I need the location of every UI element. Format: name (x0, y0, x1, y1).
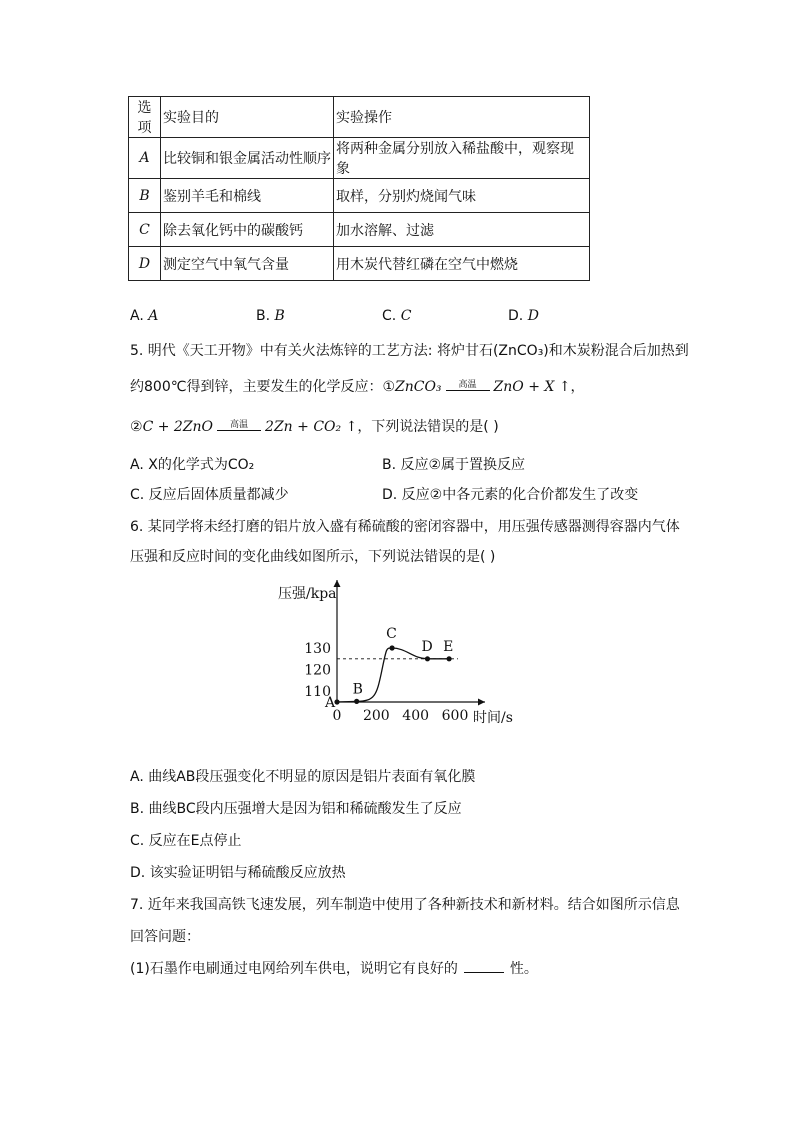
table-header-cell: 选项 (129, 97, 161, 138)
table-header-cell: 实验操作 (334, 97, 590, 138)
x-tick-label: 200 (362, 708, 390, 724)
table-cell: 除去氧化钙中的碳酸钙 (161, 213, 334, 247)
y-axis-label: 压强/kpa (278, 586, 337, 602)
q4-option-b[interactable]: B. B (256, 308, 285, 324)
table-header-cell: 实验目的 (161, 97, 334, 138)
q5-stem-line2: 约800℃得到锌，主要发生的化学反应：①ZnCO₃ 高温 ZnO + X ↑， (130, 379, 585, 395)
y-tick-label: 110 (304, 684, 331, 701)
table-row (129, 247, 590, 281)
equation-1-products: ZnO + X ↑ (493, 379, 571, 395)
q6-stem-line1: 6. 某同学将未经打磨的铝片放入盛有稀硫酸的密闭容器中，用压强传感器测得容器内气体 (130, 519, 680, 535)
point-label-e: E (443, 638, 454, 655)
table-cell: 取样，分别灼烧闻气味 (334, 179, 590, 213)
q7-stem-line1: 7. 近年来我国高铁飞速发展，列车制造中使用了各种新技术和新材料。结合如图所示信息 (130, 897, 680, 913)
table-cell: 比较铜和银金属活动性顺序 (161, 138, 334, 179)
point-label-a: A (325, 695, 336, 711)
table-cell: B (129, 179, 161, 213)
q6-option-b[interactable]: B. 曲线BC段内压强增大是因为铝和稀硫酸发生了反应 (130, 801, 462, 817)
table-cell: A (129, 138, 161, 179)
q5-stem-line1: 5. 明代《天工开物》中有关火法炼锌的工艺方法: 将炉甘石(ZnCO₃)和木炭粉混合后加热到 (130, 343, 689, 359)
point-label-d: D (421, 638, 433, 655)
q5-stem-line3: ②C + 2ZnO 高温 2Zn + CO₂ ↑，下列说法错误的是( ) (130, 419, 499, 435)
y-tick-label: 120 (304, 662, 331, 679)
table-row (129, 213, 590, 247)
x-tick-label: 400 (402, 708, 430, 724)
pressure-time-chart (270, 572, 530, 734)
equation-1-reactant: ZnCO₃ (395, 379, 442, 395)
x-axis-label: 时间/s (473, 710, 513, 726)
equation-2-products: 2Zn + CO₂ ↑ (265, 419, 358, 435)
table-cell: 鉴别羊毛和棉线 (161, 179, 334, 213)
q7-sub-question-1: (1)石墨作电刷通过电网给列车供电，说明它有良好的 性。 (130, 961, 538, 977)
q5-option-a[interactable]: A. X的化学式为CO₂ (130, 457, 255, 473)
point-c (389, 645, 394, 650)
table-header-row (129, 97, 590, 138)
table-cell: 用木炭代替红磷在空气中燃烧 (334, 247, 590, 281)
table-cell: C (129, 213, 161, 247)
q6-stem-line2: 压强和反应时间的变化曲线如图所示，下列说法错误的是( ) (130, 549, 496, 565)
q4-option-c[interactable]: C. C (382, 308, 412, 324)
point-a (334, 699, 339, 704)
q4-option-a[interactable]: A. A (130, 308, 159, 324)
table-cell: 将两种金属分别放入稀盐酸中，观察现象 (334, 138, 590, 179)
point-b (354, 699, 359, 704)
experiment-table (128, 96, 590, 281)
y-tick-label: 130 (304, 641, 331, 657)
q5-option-d[interactable]: D. 反应②中各元素的化合价都发生了改变 (382, 487, 639, 503)
chart-points (324, 626, 453, 711)
q6-option-c[interactable]: C. 反应在E点停止 (130, 833, 242, 849)
q4-option-d[interactable]: D. D (508, 308, 539, 324)
q7-stem-line2: 回答问题： (130, 929, 200, 945)
q6-option-d[interactable]: D. 该实验证明铝与稀硫酸反应放热 (130, 865, 346, 881)
q5-option-b[interactable]: B. 反应②属于置换反应 (382, 457, 526, 473)
point-d (425, 656, 430, 661)
point-label-b: B (352, 681, 363, 698)
table-row (129, 179, 590, 213)
reaction-condition: 高温 (217, 420, 261, 435)
equation-2-reactants: C + 2ZnO (142, 419, 214, 435)
q6-option-a[interactable]: A. 曲线AB段压强变化不明显的原因是铝片表面有氧化膜 (130, 769, 476, 785)
table-row (129, 138, 590, 179)
table-cell: D (129, 247, 161, 281)
x-tick-label: 0 (332, 708, 342, 724)
point-label-c: C (386, 626, 397, 642)
x-tick-label: 600 (441, 708, 469, 724)
reaction-condition: 高温 (446, 380, 490, 395)
table-cell: 加水溶解、过滤 (334, 213, 590, 247)
table-cell: 测定空气中氧气含量 (161, 247, 334, 281)
q5-option-c[interactable]: C. 反应后固体质量都减少 (130, 487, 289, 503)
answer-blank[interactable] (464, 972, 504, 973)
point-e (447, 656, 452, 661)
